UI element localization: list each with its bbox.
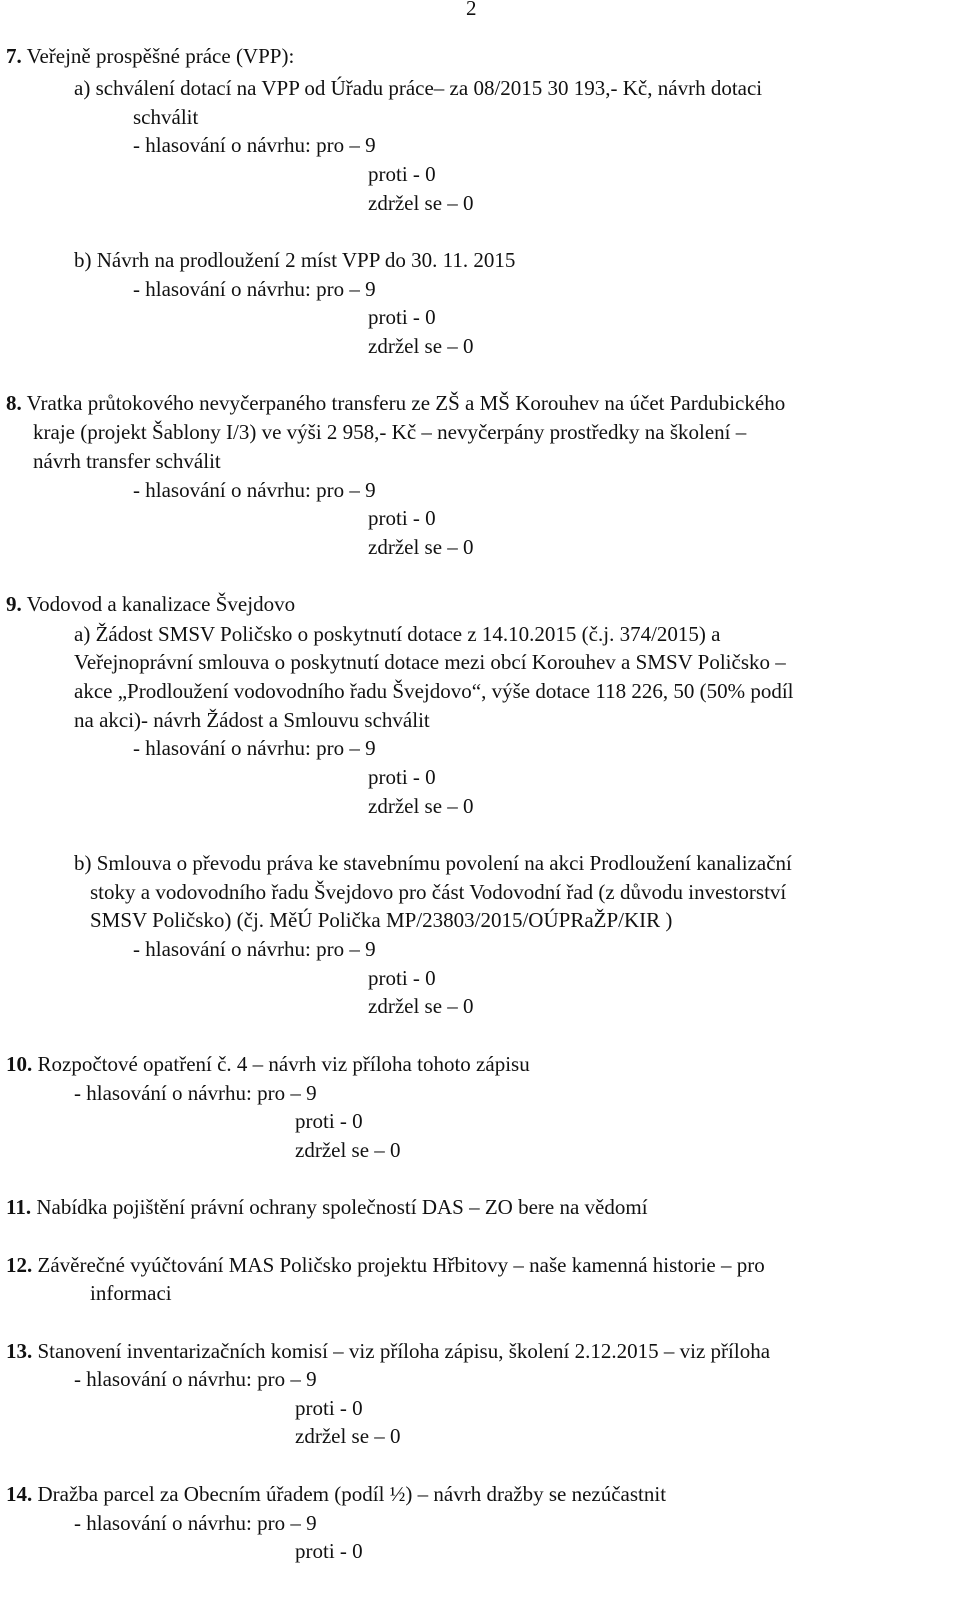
vote-line: zdržel se – 0 [368,334,474,358]
vote-line: proti - 0 [368,162,436,186]
text-line: návrh transfer schválit [33,449,221,473]
vote-line: - hlasování o návrhu: pro – 9 [74,1081,317,1105]
text-line: Dražba parcel za Obecním úřadem (podíl ½) – návrh dražby se nezúčastnit [37,1482,667,1506]
text-line: b) Smlouva o převodu práva ke stavebnímu povolení na akci Prodloužení kanalizační [74,851,792,875]
text-line: akce „Prodloužení vodovodního řadu Švejdovo“, výše dotace 118 226, 50 (50% podíl [74,679,794,703]
vote-line: proti - 0 [368,305,436,329]
page-number: 2 [466,0,477,20]
text-line: Nabídka pojištění právní ochrany společností DAS – ZO bere na vědomí [36,1195,648,1219]
section-7 [6,42,294,70]
section-number: 14. [6,1482,33,1506]
text-line: na akci)- návrh Žádost a Smlouvu schválit [74,708,430,732]
text-line: Stanovení inventarizačních komisí – viz příloha zápisu, školení 2.12.2015 – viz příloha [37,1339,771,1363]
text-line: kraje (projekt Šablony I/3) ve výši 2 958,- Kč – nevyčerpány prostředky na školení – [33,420,747,444]
section-number: 8. [6,391,22,415]
vote-line: - hlasování o návrhu: pro – 9 [133,478,376,502]
text-line: stoky a vodovodního řadu Švejdovo pro část Vodovodní řad (z důvodu investorství [90,880,787,904]
section-10 [6,1050,530,1078]
text-line: Vratka průtokového nevyčerpaného transferu ze ZŠ a MŠ Korouhev na účet Pardubického [26,391,786,415]
vote-line: proti - 0 [368,506,436,530]
vote-line: - hlasování o návrhu: pro – 9 [133,277,376,301]
section-title: Vodovod a kanalizace Švejdovo [26,592,296,616]
section-number: 9. [6,592,22,616]
vote-line: - hlasování o návrhu: pro – 9 [133,133,376,157]
vote-line: zdržel se – 0 [295,1424,401,1448]
text-line: Rozpočtové opatření č. 4 – návrh viz příloha tohoto zápisu [37,1052,530,1076]
vote-line: proti - 0 [368,765,436,789]
vote-line: zdržel se – 0 [368,191,474,215]
section-9 [6,590,295,618]
text-line: schválit [133,105,199,129]
section-14 [6,1480,666,1508]
vote-line: proti - 0 [295,1109,363,1133]
section-number: 13. [6,1339,33,1363]
vote-line: proti - 0 [295,1539,363,1563]
vote-line: - hlasování o návrhu: pro – 9 [133,736,376,760]
section-number: 11. [6,1195,32,1219]
section-11 [6,1193,648,1221]
vote-line: - hlasování o návrhu: pro – 9 [74,1511,317,1535]
vote-line: zdržel se – 0 [368,794,474,818]
vote-line: - hlasování o návrhu: pro – 9 [74,1367,317,1391]
text-line: Závěrečné vyúčtování MAS Poličsko projektu Hřbitovy – naše kamenná historie – pro [37,1253,765,1277]
text-line: SMSV Poličsko) (čj. MěÚ Polička MP/23803/2015/OÚPRaŽP/KIR ) [90,908,673,932]
text-line: informaci [90,1281,172,1305]
section-title: Veřejně prospěšné práce (VPP): [26,44,295,68]
section-number: 7. [6,44,22,68]
vote-line: zdržel se – 0 [368,994,474,1018]
section-8 [6,389,785,417]
section-13 [6,1337,770,1365]
section-number: 12. [6,1253,33,1277]
vote-line: zdržel se – 0 [368,535,474,559]
text-line: Veřejnoprávní smlouva o poskytnutí dotace mezi obcí Korouhev a SMSV Poličsko – [74,650,786,674]
section-number: 10. [6,1052,33,1076]
text-line: a) Žádost SMSV Poličsko o poskytnutí dotace z 14.10.2015 (č.j. 374/2015) a [74,622,721,646]
text-line: b) Návrh na prodloužení 2 míst VPP do 30. 11. 2015 [74,248,516,272]
vote-line: proti - 0 [368,966,436,990]
vote-line: proti - 0 [295,1396,363,1420]
text-line: a) schválení dotací na VPP od Úřadu práce– za 08/2015 30 193,- Kč, návrh dotaci [74,76,763,100]
section-12 [6,1251,765,1279]
vote-line: zdržel se – 0 [295,1138,401,1162]
vote-line: - hlasování o návrhu: pro – 9 [133,937,376,961]
